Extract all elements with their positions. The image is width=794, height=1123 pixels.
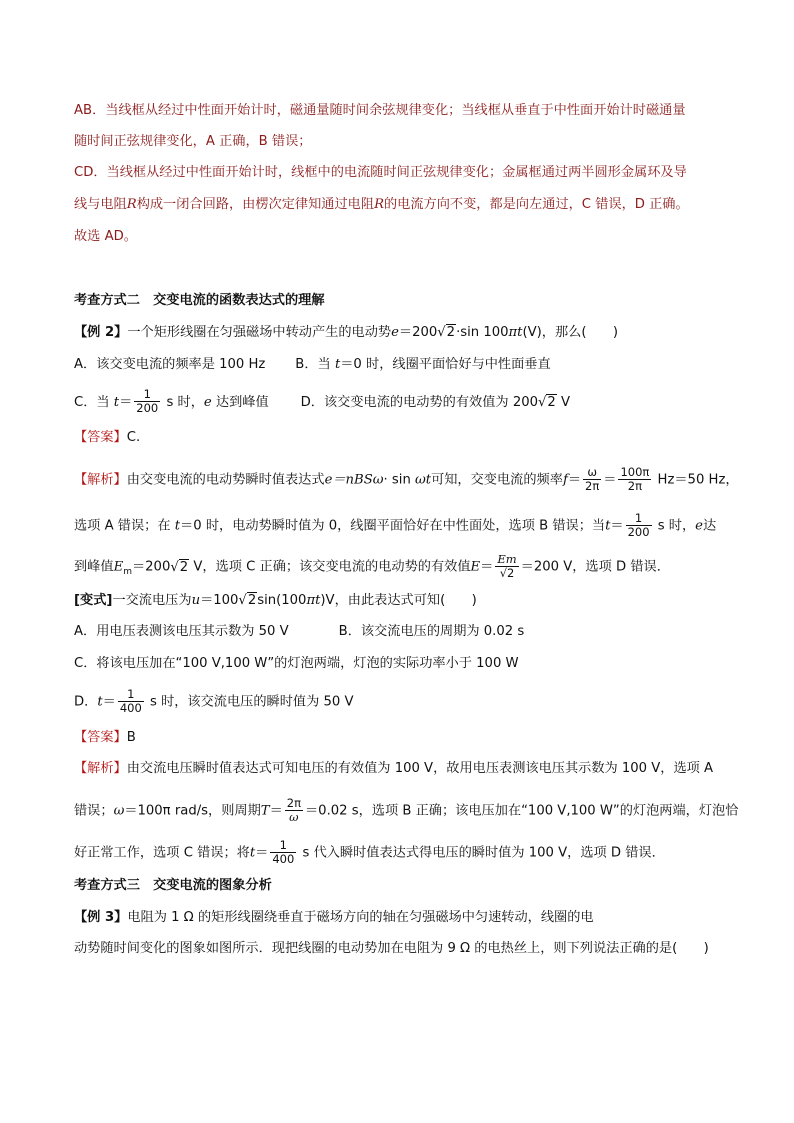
fraction: $\frac{1}{400}$	[272, 838, 295, 866]
analysis-tag: 【解析】	[74, 761, 127, 776]
sqrt: √2	[437, 325, 456, 340]
text: 的电流方向不变，都是向左通过，C 错误，D 正确。	[384, 197, 689, 212]
variant-analysis-line1: 【解析】由交流电压瞬时值表达式可知电压的有效值为 100 V，故用电压表测该电压其示数为 100 V，选项 A	[74, 761, 714, 776]
text: 线与电阻	[74, 197, 127, 212]
prev-ab-line2: 随时间正弦规律变化，A 正确，B 错误；	[74, 134, 312, 149]
example2-analysis-line3: 到峰值$E_m=200√2$ V，选项 C 正确；该交变电流的电动势的有效值E＝ $\frac{Em}{√2}$ ＝200 V，选项 D 错误．	[74, 552, 670, 580]
example2-options-ab	[74, 355, 551, 375]
fraction: $\frac{\omega}{2\pi}$	[585, 465, 600, 493]
prev-ab-line1: AB．当线框从经过中性面开始计时，磁通量随时间余弦规律变化；当线框从垂直于中性面开始计时磁通量	[74, 103, 686, 118]
prev-cd-line2	[74, 195, 689, 215]
example3-line2: 动势随时间变化的图象如图所示．现把线圈的电动势加在电阻为 9 Ω 的电热丝上，则下列说法正确的是( )	[74, 941, 709, 956]
answer-tag: 【答案】	[74, 730, 127, 745]
var-R: R	[374, 197, 384, 212]
fraction: $\frac{1}{200}$	[627, 511, 650, 539]
text: 一个矩形线圈在匀强磁场中转动产生的电动势	[127, 325, 392, 340]
prev-cd-line1: CD．当线框从经过中性面开始计时，线框中的电流随时间正弦规律变化；金属框通过两半圆形金属环及导	[74, 165, 687, 180]
variant-analysis-line2: 错误；ω＝100π rad/s，则周期T＝ $\frac{2\pi}{\omega}$ ＝0.02 s，选项 B 正确；该电压加在“100 V,100 W”的灯泡两端，灯泡恰	[74, 796, 739, 824]
text: 构成一闭合回路，由楞次定律知通过电阻	[136, 197, 375, 212]
variant-option-c: C．将该电压加在“100 V,100 W”的灯泡两端，灯泡的实际功率小于 100 W	[74, 656, 519, 671]
option-b: B．当 t＝0 时，线圈平面恰好与中性面垂直	[295, 357, 551, 372]
text: (V)，那么( )	[522, 325, 619, 340]
var-e: e	[391, 325, 399, 340]
example2-analysis-line1: 【解析】由交变电流的电动势瞬时值表达式e＝nBSω· sin ωt可知，交变电流的频率f＝ $\frac{\omega}{2\pi}$ ＝ $\frac{100\pi}{2\pi}$ Hz＝50 Hz，	[74, 465, 739, 493]
example2-options-cd	[74, 388, 570, 415]
var-R: R	[126, 197, 137, 212]
option-d: D．该交变电流的电动势的有效值为 200√2 V	[300, 394, 571, 410]
answer-value: C.	[126, 430, 141, 445]
example-tag: 【例 3】	[74, 910, 128, 925]
example-tag: 【例 2】	[74, 325, 128, 340]
fraction: $\frac{1}{200}$	[136, 387, 159, 415]
example2-answer	[74, 428, 140, 448]
text: ＝200	[398, 325, 438, 340]
variant-stem: [变式]一交流电压为u＝100√2sin(100πt)V，由此表达式可知( )	[74, 593, 477, 608]
variant-option-d: D．t＝ $\frac{1}{400}$ s 时，该交流电压的瞬时值为 50 V	[74, 687, 354, 715]
variant-answer	[74, 728, 136, 748]
example3-line1: 【例 3】电阻为 1 Ω 的矩形线圈绕垂直于磁场方向的轴在匀强磁场中匀速转动，线圈的电	[74, 910, 594, 925]
section2-title: 考查方式二 交变电流的函数表达式的理解	[74, 293, 325, 308]
example2-stem	[74, 323, 618, 343]
prev-conclusion: 故选 AD。	[74, 229, 137, 244]
variant-analysis-line3: 好正常工作，选项 C 错误；将t＝ $\frac{1}{400}$ s 代入瞬时值表达式得电压的瞬时值为 100 V，选项 D 错误．	[74, 838, 665, 866]
option-b: B．该交流电压的周期为 0.02 s	[338, 624, 525, 639]
section3-title: 考查方式三 交变电流的图象分析	[74, 878, 272, 893]
option-a: A．用电压表测该电压其示数为 50 V	[74, 624, 289, 639]
fraction: $\frac{Em}{√2}$	[497, 552, 517, 580]
answer-tag: 【答案】	[74, 430, 127, 445]
answer-value: B	[126, 730, 136, 745]
option-a: A．该交变电流的频率是 100 Hz	[74, 357, 266, 372]
var-pit: πt	[508, 325, 523, 340]
text: ·sin 100	[456, 325, 509, 340]
variant-tag: [变式]	[74, 593, 113, 608]
option-c: C．当 t＝ $\frac{1}{200}$ s 时，e 达到峰值	[74, 387, 269, 415]
example2-analysis-line2: 选项 A 错误；在 t＝0 时，电动势瞬时值为 0，线圈平面恰好在中性面处，选项 B 错误；当t＝ $\frac{1}{200}$ s 时，e达	[74, 511, 717, 539]
fraction: $\frac{100\pi}{2\pi}$	[620, 465, 650, 493]
analysis-tag: 【解析】	[74, 472, 127, 488]
fraction: $\frac{1}{400}$	[119, 687, 142, 715]
fraction: $\frac{2\pi}{\omega}$	[286, 796, 301, 824]
variant-options-ab	[74, 622, 524, 642]
